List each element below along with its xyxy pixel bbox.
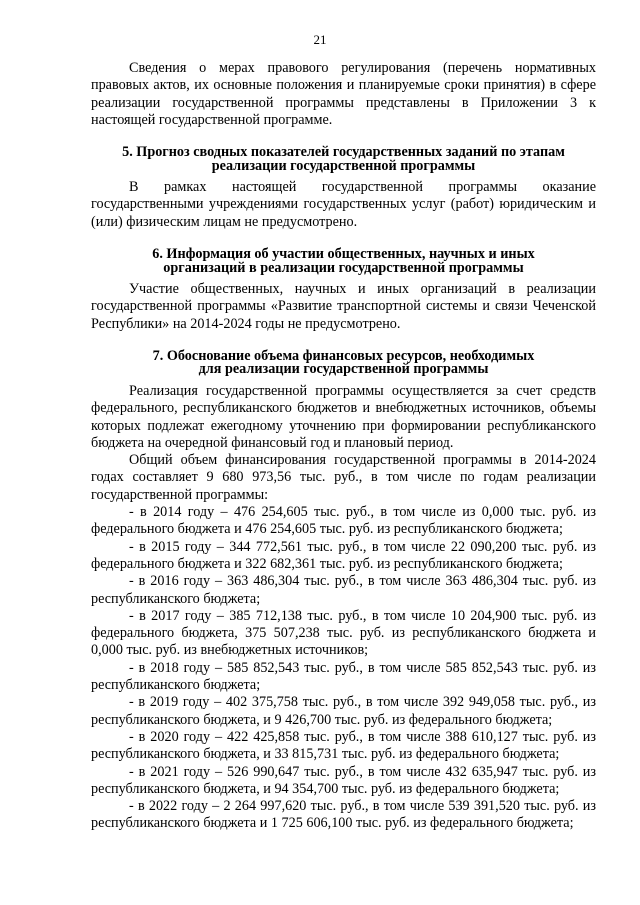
section-7-title [91,347,596,378]
funding-year-item: - в 2018 году – 585 852,543 тыс. руб., в том числе 585 852,543 тыс. руб. из республиканского бюджета; [91,659,596,694]
page-number: 21 [313,32,327,47]
section-6-title-line-2: организаций в реализации государственной программы [163,259,524,276]
funding-year-item: - в 2015 году – 344 772,561 тыс. руб., в том числе 22 090,200 тыс. руб. из федерального бюджета и 322 682,361 тыс. руб. из республиканского бюджета; [91,538,596,572]
section-6-title [91,248,596,275]
intro-paragraph: Сведения о мерах правового регулирования (перечень нормативных правовых актов, их основные положения и планируемые сроки принятия) в сфере реализации государственной программы представлены в Приложении 3 к настоящей государственной программе. [91,60,596,128]
funding-year-item: - в 2022 году – 2 264 997,620 тыс. руб., в том числе 539 391,520 тыс. руб. из республиканского бюджета и 1 725 606,100 тыс. руб. из федерального бюджета; [91,798,596,832]
funding-year-item: - в 2017 году – 385 712,138 тыс. руб., в том числе 10 204,900 тыс. руб. из федерального бюджета, 375 507,238 тыс. руб. из республиканского бюджета и 0,000 тыс. руб. из внебюджетных источников; [91,607,596,659]
section-6-title-line-1: 6. Информация об участии общественных, научных и иных [152,246,535,263]
section-5-title-line-1: 5. Прогноз сводных показателей государственных заданий по этапам [122,144,565,161]
funding-year-item: - в 2014 году – 476 254,605 тыс. руб., в том числе из 0,000 тыс. руб. из федерального бюджета и 476 254,605 тыс. руб. из республиканского бюджета; [91,504,596,538]
funding-year-item: - в 2020 году – 422 425,858 тыс. руб., в том числе 388 610,127 тыс. руб. из республиканского бюджета, и 33 815,731 тыс. руб. из федерального бюджета; [91,728,596,763]
funding-year-item: - в 2019 году – 402 375,758 тыс. руб., в том числе 392 949,058 тыс. руб., из республиканского бюджета, и 9 426,700 тыс. руб. из федерального бюджета; [91,694,596,728]
section-7-title-line-1: 7. Обоснование объема финансовых ресурсов, необходимых [152,347,535,364]
section-7-title-line-2: для реализации государственной программы [198,361,489,378]
section-6-paragraph: Участие общественных, научных и иных организаций в реализации государственной программы «Развитие транспортной системы и связи Чеченской Республики» на 2014-2024 годы не предусмотрено. [91,281,596,332]
page-content [91,60,596,833]
section-7-paragraph: Общий объем финансирования государственной программы в 2014-2024 годах составляет 9 680 973,56 тыс. руб., в том числе по годам реализации государственной программы: [91,452,596,503]
section-5-paragraph: В рамках настоящей государственной программы оказание государственными учреждениями государственных услуг (работ) юридическим и (или) физическим лицам не предусмотрено. [91,179,596,230]
section-7-paragraph: Реализация государственной программы осуществляется за счет средств федерального, республиканского бюджетов и внебюджетных источников, объемы которых подлежат ежегодному уточнению при формировании республиканского бюджета на очередной финансовый год и плановый период. [91,382,596,451]
funding-year-item: - в 2021 году – 526 990,647 тыс. руб., в том числе 432 635,947 тыс. руб. из республиканского бюджета, и 94 354,700 тыс. руб. из федерального бюджета; [91,763,596,797]
section-5-title [91,146,596,173]
section-5-title-line-2: реализации государственной программы [211,157,476,174]
funding-year-item: - в 2016 году – 363 486,304 тыс. руб., в том числе 363 486,304 тыс. руб. из республиканского бюджета; [91,573,596,607]
